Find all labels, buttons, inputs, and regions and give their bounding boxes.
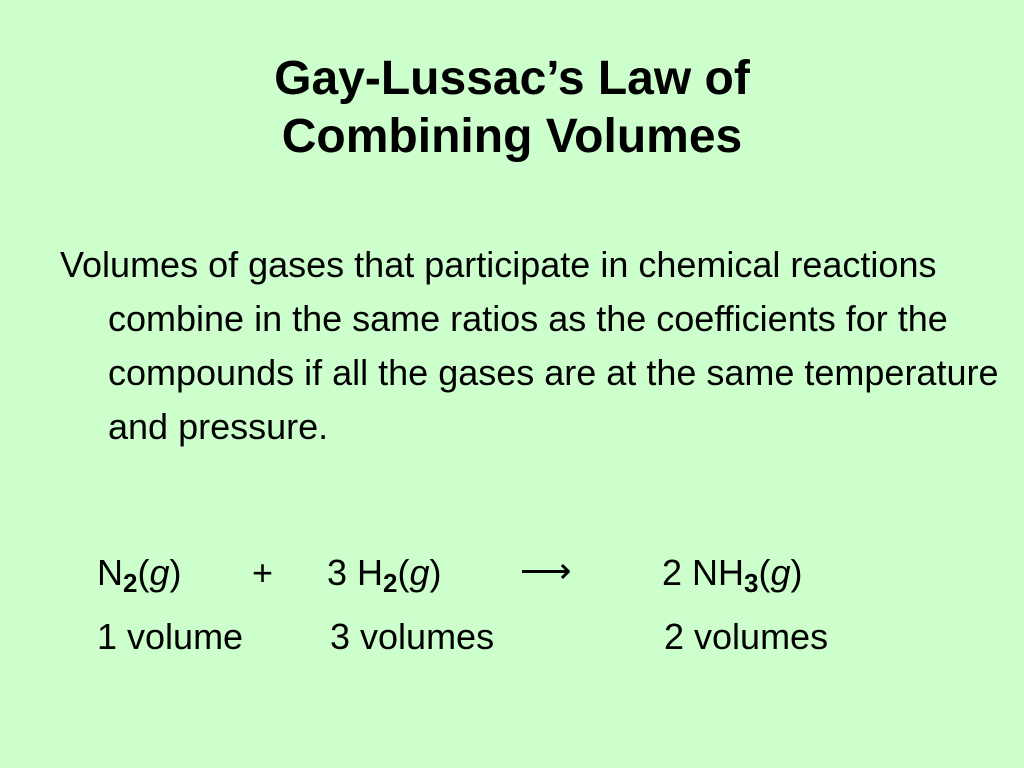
- reactant-h2-subscript: 2: [383, 568, 398, 598]
- state-symbol: g: [770, 552, 791, 593]
- reactant-n2-state: [137, 552, 181, 593]
- equation-plus-sign: +: [252, 552, 274, 593]
- reactant-n2-subscript: 2: [123, 568, 138, 598]
- reactant-h2-symbol: H: [357, 552, 384, 593]
- slide-title-line-2: Combining Volumes: [281, 110, 743, 163]
- reaction-arrow: ⟶: [520, 550, 572, 591]
- volume-reactant-h2: 3 volumes: [330, 616, 495, 657]
- state-symbol: g: [409, 552, 430, 593]
- product-nh3-subscript: 3: [744, 568, 759, 598]
- equation-product-nh3: [662, 548, 803, 598]
- equation-arrow-icon: [520, 548, 572, 598]
- product-nh3-symbol: NH: [692, 552, 745, 593]
- product-nh3-state: [759, 552, 803, 593]
- equation-reactant-n2: [97, 548, 182, 598]
- state-open-paren: (: [397, 552, 410, 593]
- slide-title: [0, 50, 1024, 166]
- volume-reactant-n2: 1 volume: [97, 616, 244, 657]
- volume-product-nh3: 2 volumes: [664, 616, 829, 657]
- product-nh3-coefficient: 2: [662, 552, 693, 593]
- reactant-n2-symbol: N: [97, 552, 123, 593]
- reactant-h2-state: [398, 552, 442, 593]
- state-open-paren: (: [758, 552, 771, 593]
- reactant-h2-coefficient: 3: [327, 552, 358, 593]
- state-close-paren: ): [169, 552, 182, 593]
- state-open-paren: (: [137, 552, 150, 593]
- state-close-paren: ): [790, 552, 803, 593]
- volume-ratios: [0, 612, 1024, 662]
- slide-title-line-1: Gay-Lussac’s Law of: [274, 52, 750, 105]
- state-close-paren: ): [429, 552, 442, 593]
- equation-reactant-h2: [327, 548, 442, 598]
- chemical-equation: [0, 548, 1024, 598]
- law-definition-text: Volumes of gases that participate in chemical reactions combine in the same ratios as the coefficients for the compounds if all the gases are at the same temperature and pressure.: [60, 244, 999, 447]
- state-symbol: g: [149, 552, 170, 593]
